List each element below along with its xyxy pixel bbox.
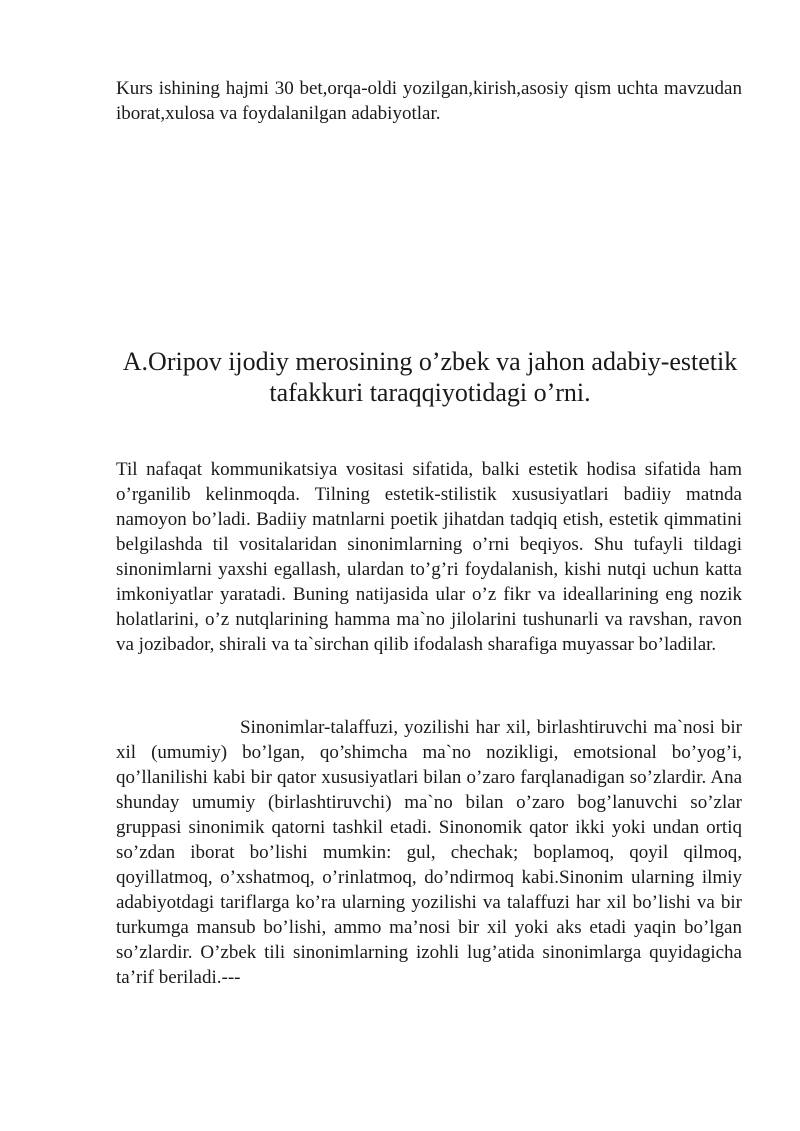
intro-paragraph: Kurs ishining hajmi 30 bet,orqa-oldi yozilgan,kirish,asosiy qism uchta mavzudan iborat,xulosa va foydalanilgan adabiyotlar. xyxy=(116,78,742,124)
section-title: A.Oripov ijodiy merosining o’zbek va jahon adabiy-estetik tafakkuri taraqqiyotidagi o’rni. xyxy=(122,347,738,407)
body-paragraph-1: Til nafaqat kommunikatsiya vositasi sifatida, balki estetik hodisa sifatida ham o’rganilib kelinmoqda. Tilning estetik-stilistik xususiyatlari badiiy matnda namoyon bo’ladi. Badiiy matnlarni poetik jihatdan tadqiq etish, estetik qimmatini belgilashda til vositalaridan sinonimlarning o’rni beqiyos. Shu tufayli tildagi sinonimlarni yaxshi egallash, ulardan to’g’ri foydalanish, kishi nutqi uchun katta imkoniyatlar yaratadi. Buning natijasida ular o’z fikr va ideallarining eng nozik holatlarini, o’z nutqlarining hamma ma`no jilolarini tushunarli va ravshan, ravon va jozibador, shirali va ta`sirchan qilib ifodalash sharafiga muyassar bo’ladilar. xyxy=(116,459,742,655)
body-paragraph-2: Sinonimlar-talaffuzi, yozilishi har xil, birlashtiruvchi ma`nosi bir xil (umumiy) bo’lgan, qo’shimcha ma`no nozikligi, emotsional bo’yog’i, qo’llanilishi kabi bir qator xususiyatlari bilan o’zaro farqlanadigan so’zlardir. Ana shunday umumiy (birlashtiruvchi) ma`no bilan o’zaro bog’lanuvchi so’zlar gruppasi sinonimik qatorni tashkil etadi. Sinonomik qator ikki yoki undan ortiq so’zdan iborat bo’lishi mumkin: gul, chechak; boplamoq, qoyil qilmoq, qoyillatmoq, o’xshatmoq, o’rinlatmoq, do’ndirmoq kabi.Sinonim ularning ilmiy adabiyotdagi tariflarga ko’ra ularning yozilishi va talaffuzi har xil bo’lishi va bir turkumga mansub bo’lishi, ammo ma’nosi bir xil yoki aks etadi yaqin bo’lgan so’zlardir. O’zbek tili sinonimlarning izohli lug’atida sinonimlarga quyidagicha ta’rif beriladi.--- xyxy=(116,717,742,988)
